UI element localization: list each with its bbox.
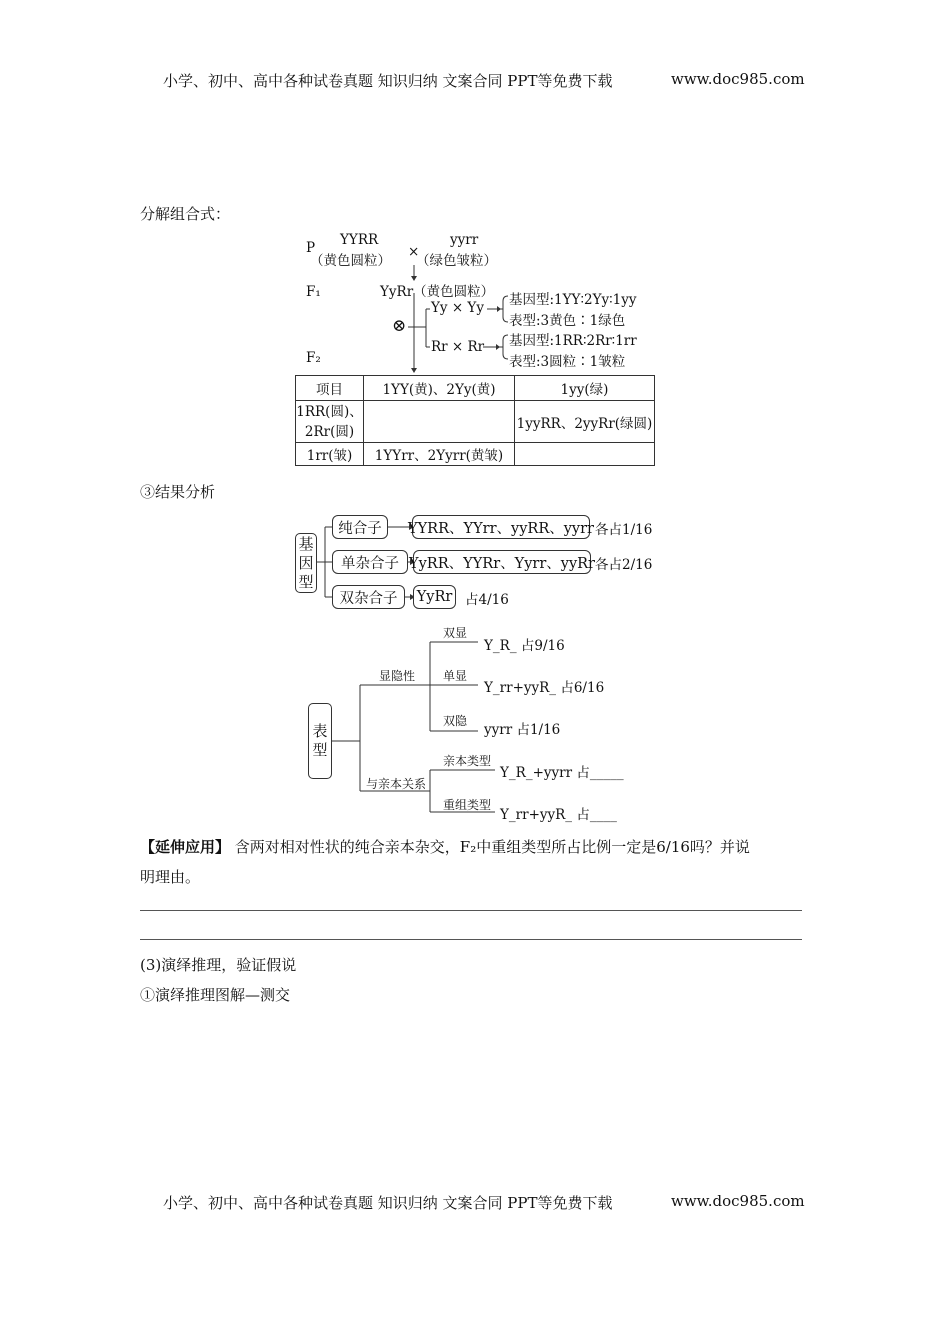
parent2-phenotype: （绿色皱粒） — [416, 253, 497, 269]
leaf-tag: 双隐 — [443, 714, 468, 728]
section3-title: (3)演绎推理，验证假说 — [140, 956, 297, 974]
leaf-value: Y_R_ 占9/16 — [484, 638, 565, 654]
single-heterozygous-value-box: YyRR、YYRr、Yyrr、yyRr — [413, 550, 591, 574]
f1-text: YyRr（黄色圆粒） — [380, 284, 495, 300]
self-symbol: ⊗ — [392, 316, 407, 336]
branch1-genotype: 基因型:1YY∶2Yy∶1yy — [509, 292, 637, 308]
branch2-cross: Rr × Rr — [431, 339, 485, 355]
table-cell — [515, 443, 655, 466]
double-heterozygous-ratio: 占4/16 — [465, 592, 509, 608]
section-decompose-title: 分解组合式： — [140, 205, 231, 223]
parent2-genotype: yyrr — [450, 232, 479, 248]
extension-tag: 【延伸应用】 — [140, 838, 231, 856]
f1-label: F₁ — [306, 284, 321, 300]
single-heterozygous-label-box: 单杂合子 — [332, 550, 408, 574]
branch1-cross: Yy × Yy — [431, 300, 484, 316]
double-heterozygous-value-box: YyRr — [413, 585, 456, 609]
single-heterozygous-ratio: 各占2/16 — [595, 557, 653, 573]
leaf-tag: 亲本类型 — [443, 754, 492, 768]
table-header-row — [296, 376, 655, 401]
table-cell: 1yyRR、2yyRr(绿圆) — [515, 401, 655, 443]
table-header-cell: 1YY(黄)、2Yy(黄) — [364, 376, 515, 401]
double-heterozygous-label-box: 双杂合子 — [332, 585, 405, 609]
table-row — [296, 401, 655, 443]
extension-question: 【延伸应用】 含两对相对性状的纯合亲本杂交，F₂中重组类型所占比例一定是6/16吗？并说 — [140, 838, 750, 856]
table-header-cell: 1yy(绿) — [515, 376, 655, 401]
table-row — [296, 443, 655, 466]
leaf-value: Y_rr+yyR_ 占6/16 — [484, 680, 605, 696]
leaf-tag: 单显 — [443, 669, 468, 683]
header-url: www.doc985.com — [671, 70, 805, 88]
homozygous-value-box: YYRR、YYrr、yyRR、yyrr — [412, 515, 590, 539]
footer-text: 小学、初中、高中各种试卷真题 知识归纳 文案合同 PPT等免费下载 — [163, 1194, 613, 1212]
table-row-label: 1RR(圆)、 2Rr(圆) — [296, 401, 364, 443]
table-cell — [364, 401, 515, 443]
leaf-tag: 双显 — [443, 626, 468, 640]
header-text: 小学、初中、高中各种试卷真题 知识归纳 文案合同 PPT等免费下载 — [163, 72, 613, 90]
homozygous-label-box: 纯合子 — [332, 515, 388, 539]
answer-line — [140, 910, 802, 911]
section3-subtitle: ①演绎推理图解—测交 — [140, 986, 291, 1004]
cross-symbol: × — [408, 244, 420, 260]
leaf-value: Y_rr+yyR_ 占____ — [500, 807, 617, 823]
leaf-tag: 重组类型 — [443, 798, 492, 812]
branch-dominance-label: 显隐性 — [379, 669, 416, 683]
branch1-phenotype: 表型:3黄色∶1绿色 — [509, 313, 626, 329]
phenotype-root-box: 表 型 — [308, 703, 332, 779]
table-row-label: 1rr(皱) — [296, 443, 364, 466]
homozygous-ratio: 各占1/16 — [595, 522, 653, 538]
branch-parent-relation-label: 与亲本关系 — [366, 777, 427, 791]
genotype-table — [295, 375, 655, 466]
p-label: P — [306, 240, 316, 256]
leaf-value: Y_R_+yyrr 占_____ — [500, 765, 624, 781]
extension-question-cont: 明理由。 — [140, 868, 201, 886]
parent1-genotype: YYRR — [340, 232, 379, 248]
section-result-title: ③结果分析 — [140, 483, 216, 501]
table-cell: 1YYrr、2Yyrr(黄皱) — [364, 443, 515, 466]
footer-url: www.doc985.com — [671, 1192, 805, 1210]
parent1-phenotype: （黄色圆粒） — [310, 253, 391, 269]
genotype-root-box: 基 因 型 — [295, 533, 317, 593]
leaf-value: yyrr 占1/16 — [484, 722, 561, 738]
answer-line — [140, 939, 802, 940]
branch2-genotype: 基因型:1RR∶2Rr∶1rr — [509, 333, 637, 349]
f2-label: F₂ — [306, 350, 321, 366]
branch2-phenotype: 表型:3圆粒∶1皱粒 — [509, 354, 626, 370]
table-header-cell: 项目 — [296, 376, 364, 401]
